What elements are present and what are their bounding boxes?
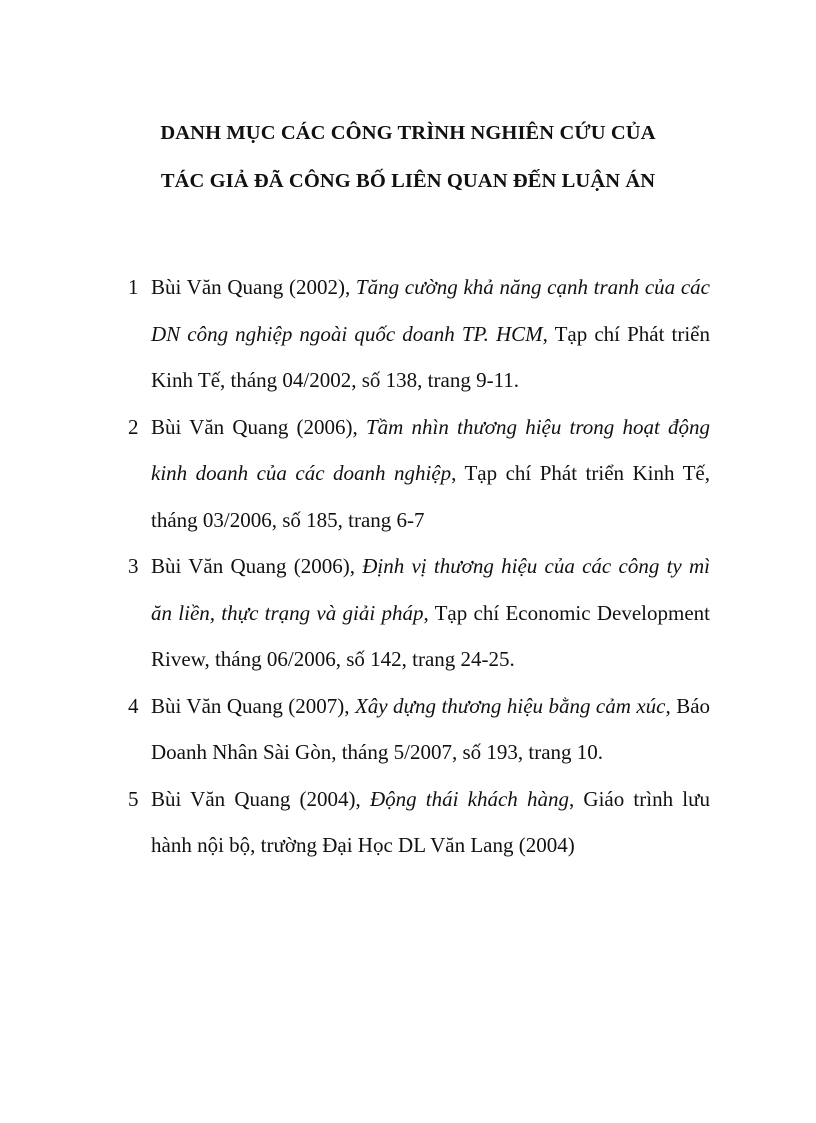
reference-item-2 <box>128 404 710 544</box>
page-title-line-1: DANH MỤC CÁC CÔNG TRÌNH NGHIÊN CỨU CỦA <box>160 122 656 144</box>
reference-item-3 <box>128 543 710 683</box>
reference-author-year: Bùi Văn Quang (2006), <box>151 414 366 439</box>
reference-number: 1 <box>128 275 139 299</box>
reference-work-title: Xây dựng thương hiệu bằng cảm xúc <box>354 693 666 718</box>
reference-list <box>128 264 710 869</box>
reference-text <box>151 683 710 776</box>
reference-work-title: Động thái khách hàng <box>369 786 569 811</box>
reference-text <box>151 404 710 544</box>
reference-author-year: Bùi Văn Quang (2007), <box>151 693 355 718</box>
reference-work-title: Tăng cường khả năng cạnh tranh của các DN công nghiệp ngoài quốc doanh TP. HCM <box>151 275 710 346</box>
reference-source: , Tạp chí Phát triển Kinh Tế, tháng 04/2002, số 138, trang 9-11. <box>151 321 710 392</box>
reference-number: 4 <box>128 693 139 718</box>
reference-text <box>151 776 710 869</box>
reference-author-year: Bùi Văn Quang (2002), <box>151 275 356 299</box>
reference-work-title: Định vị thương hiệu của các công ty mì ăn liền, thực trạng và giải pháp <box>151 554 710 625</box>
reference-work-title: Tầm nhìn thương hiệu trong hoạt động kinh doanh của các doanh nghiệp <box>151 414 710 485</box>
reference-source: , Giáo trình lưu hành nội bộ, trường Đại Học DL Văn Lang (2004) <box>151 786 711 857</box>
reference-text <box>151 264 710 404</box>
reference-item-4 <box>128 683 710 776</box>
reference-source: , Báo Doanh Nhân Sài Gòn, tháng 5/2007, số 193, trang 10. <box>151 693 711 764</box>
reference-number: 3 <box>128 554 139 578</box>
reference-item-1 <box>128 264 710 404</box>
reference-author-year: Bùi Văn Quang (2006), <box>151 554 363 578</box>
reference-number: 5 <box>128 786 139 811</box>
page-title-line-2: TÁC GIẢ ĐÃ CÔNG BỐ LIÊN QUAN ĐẾN LUẬN ÁN <box>160 170 656 192</box>
reference-author-year: Bùi Văn Quang (2004), <box>151 786 370 811</box>
reference-text <box>151 543 710 683</box>
reference-source: , Tạp chí Phát triển Kinh Tế, tháng 03/2006, số 185, trang 6-7 <box>151 461 710 532</box>
reference-item-5 <box>128 776 710 869</box>
reference-source: , Tạp chí Economic Development Rivew, tháng 06/2006, số 142, trang 24-25. <box>151 600 710 671</box>
reference-number: 2 <box>128 414 139 439</box>
